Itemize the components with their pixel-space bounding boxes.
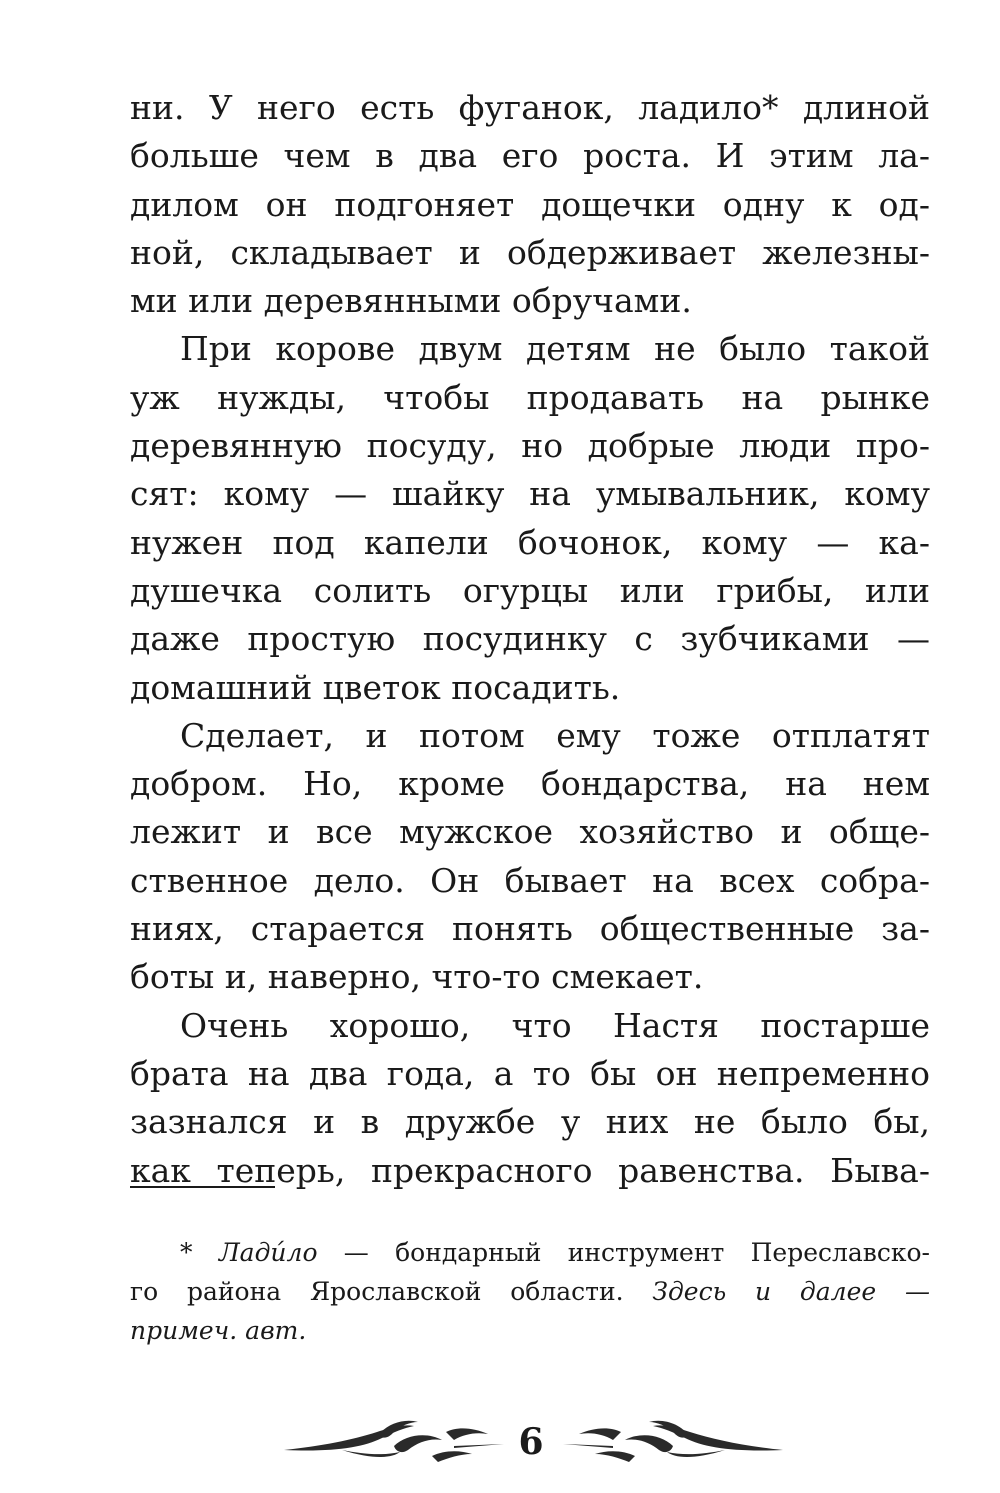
footnote-marker: *	[180, 1238, 219, 1267]
footnote-separator	[130, 1186, 275, 1188]
text-line: дилом он подгоняет дощечки одну к од-	[130, 184, 930, 224]
text-line: ниях, старается понять общественные за-	[130, 909, 930, 949]
text-line: брата на два года, а то бы он непременно	[130, 1053, 930, 1093]
ornament-stroke	[667, 1450, 725, 1457]
footnote-note-end: примеч. авт.	[130, 1316, 307, 1345]
text-line: больше чем в два его роста. И этим ла-	[130, 136, 930, 176]
text-line: нужен под капели бочонок, кому — ка-	[130, 522, 930, 562]
footnote-line	[130, 1272, 930, 1311]
footnote-line	[130, 1311, 930, 1350]
text-line: сят: кому — шайку на умывальник, кому	[130, 474, 930, 514]
text-line: боты и, наверно, что-то смекает.	[130, 957, 704, 997]
ornament-stroke	[595, 1451, 635, 1462]
footnote-definition: — бондарный инструмент Переславско-	[317, 1238, 930, 1267]
ornament-stroke	[342, 1450, 400, 1457]
left-ornament-icon	[282, 1410, 507, 1470]
text-line: как теперь, прекрасного равенства. Быва-	[130, 1150, 930, 1190]
text-line: Очень хорошо, что Настя постарше	[180, 1005, 930, 1045]
body-text	[130, 84, 930, 1195]
ornament-stroke	[625, 1435, 673, 1452]
text-line: лежит и все мужское хозяйство и обще-	[130, 812, 930, 852]
footnote-line	[130, 1233, 930, 1272]
footnote-text: го района Ярославской области.	[130, 1277, 653, 1306]
text-line: ни. У него есть фуганок, ладило* длиной	[130, 88, 930, 127]
ornament-stroke	[446, 1428, 488, 1440]
footnote	[130, 1233, 930, 1350]
ornament-stroke	[394, 1435, 442, 1452]
text-line: уж нужды, чтобы продавать на рынке	[130, 377, 930, 417]
text-line: душечка солить огурцы или грибы, или	[130, 570, 930, 610]
ornament-stroke	[579, 1428, 621, 1440]
text-line: ственное дело. Он бывает на всех собра-	[130, 860, 930, 900]
text-line: даже простую посудинку с зубчиками —	[130, 619, 930, 659]
text-line: ми или деревянными обручами.	[130, 281, 692, 321]
page-number: 6	[518, 1421, 544, 1463]
ornament-stroke	[432, 1451, 472, 1462]
text-line: При корове двум детям не было такой	[180, 329, 930, 369]
text-line: Сделает, и потом ему тоже отплатят	[180, 715, 930, 755]
ornament-stroke	[563, 1444, 613, 1448]
text-line: зазнался и в дружбе у них не было бы,	[130, 1102, 930, 1142]
right-ornament-icon	[560, 1410, 785, 1470]
footnote-note: Здесь и далее —	[652, 1277, 931, 1306]
ornament-stroke	[454, 1444, 504, 1448]
text-line: деревянную посуду, но добрые люди про-	[130, 426, 930, 466]
footnote-term: Ладúло	[218, 1238, 318, 1267]
text-line: домашний цветок посадить.	[130, 667, 621, 707]
text-line: ной, складывает и обдерживает железны-	[130, 232, 930, 272]
text-line: добром. Но, кроме бондарства, на нем	[130, 764, 930, 804]
